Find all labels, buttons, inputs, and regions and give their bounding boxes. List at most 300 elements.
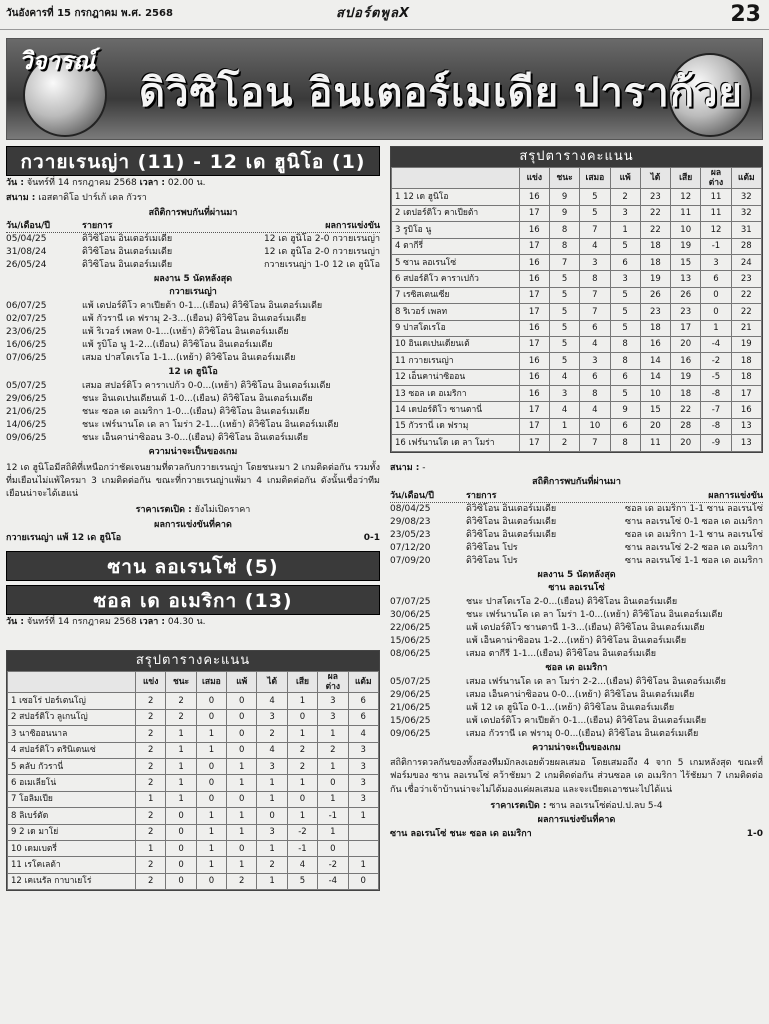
- stat-cell: -4: [318, 873, 348, 889]
- team-cell: 12 เคเนรัล กาบาเยโร่: [8, 873, 136, 889]
- team-cell: 11 เรโคเลต้า: [8, 857, 136, 873]
- stat-cell: 1: [136, 841, 166, 857]
- row-date: 29/08/23: [390, 517, 431, 528]
- stat-cell: 8: [610, 353, 640, 369]
- stat-cell: 6: [610, 254, 640, 270]
- row-date: 15/06/25: [390, 635, 431, 646]
- stat-cell: 4: [580, 402, 610, 418]
- team-cell: 2 เดปอร์ติโว คาเปียต้า: [392, 205, 520, 221]
- table-row: [392, 435, 762, 451]
- stat-cell: 5: [549, 304, 579, 320]
- table-row: [8, 791, 379, 807]
- table-row: [8, 808, 379, 824]
- headline-banner: [6, 38, 763, 140]
- stat-cell: 24: [731, 254, 761, 270]
- stat-cell: 17: [519, 238, 549, 254]
- row-result: 12 เด ฮูนิโอ 2-0 กวายเรนญ่า: [263, 234, 380, 245]
- h2h-row: [6, 259, 380, 272]
- row-text: ชนะ เอ็นคาน่าซิออน 3-0...(เยือน) ดิวิซิโอน อินเตอร์เมเดีย: [82, 432, 309, 443]
- h2h-row: [6, 233, 380, 246]
- stat-cell: 6: [580, 369, 610, 385]
- form-row: [6, 419, 380, 432]
- stat-cell: 17: [519, 304, 549, 320]
- team-cell: 7 เรซิสเตนเซีย: [392, 287, 520, 303]
- stat-cell: 23: [640, 304, 670, 320]
- h2h-list: [390, 503, 763, 568]
- stat-cell: 2: [136, 775, 166, 791]
- stat-cell: 3: [348, 759, 378, 775]
- stat-cell: 17: [519, 336, 549, 352]
- table-row: [392, 271, 762, 287]
- stat-cell: 7: [580, 435, 610, 451]
- match-datetime: วัน : จันทร์ที่ 14 กรกฎาคม 2568 เวลา : 04.30 น.: [6, 617, 206, 628]
- column-header: ผลต่าง: [318, 672, 348, 693]
- stat-cell: 3: [701, 254, 731, 270]
- stat-cell: 5: [549, 320, 579, 336]
- team-cell: 6 สปอร์ติโว คาราเปก้ว: [392, 271, 520, 287]
- table-row: [392, 418, 762, 434]
- stat-cell: 5: [549, 287, 579, 303]
- row-date: 21/06/25: [6, 406, 47, 417]
- stat-cell: 4: [287, 857, 317, 873]
- stat-cell: 0: [166, 824, 196, 840]
- table-row: [8, 775, 379, 791]
- page-header: [0, 0, 769, 30]
- row-text: เสมอ เฟร์นานโด เด ลา โมร่า 2-2...(เยือน) ดิวิซิโอน อินเตอร์เมเดีย: [466, 676, 726, 687]
- row-text: ชนะ เฟร์นานโด เด ลา โมร่า 2-1...(เหย้า) ดิวิซิโอน อินเตอร์เมเดีย: [82, 419, 339, 430]
- row-date: 02/07/25: [6, 313, 47, 324]
- stat-cell: 5: [610, 287, 640, 303]
- standings-table-1: [390, 146, 763, 453]
- column-header: แข่ง: [519, 168, 549, 189]
- row-text: แพ้ กัวรานี่ เด ฟรามุ 2-3...(เยือน) ดิวิซิโอน อินเตอร์เมเดีย: [82, 313, 307, 324]
- column-header: เสีย: [671, 168, 701, 189]
- stat-cell: 28: [671, 418, 701, 434]
- table-header-row: [8, 672, 379, 693]
- stat-cell: 1: [166, 775, 196, 791]
- stat-cell: 4: [549, 402, 579, 418]
- row-date: 23/05/23: [390, 530, 431, 541]
- stat-cell: 1: [227, 759, 257, 775]
- stat-cell: 1: [348, 808, 378, 824]
- standings-grid: [7, 671, 379, 890]
- stat-cell: 5: [580, 189, 610, 205]
- row-text: แพ้ เดปอร์ติโว ซานตานี่ 1-3...(เยือน) ดิวิซิโอน อินเตอร์เมเดีย: [466, 622, 705, 633]
- stat-cell: 3: [257, 824, 287, 840]
- row-text: เสมอ เอ็นคาน่าซิออน 0-0...(เหย้า) ดิวิซิโอน อินเตอร์เมเดีย: [466, 689, 695, 700]
- stat-cell: 16: [519, 271, 549, 287]
- stat-cell: 0: [166, 873, 196, 889]
- stat-cell: 1: [318, 824, 348, 840]
- stat-cell: 17: [519, 418, 549, 434]
- h2h-row: [390, 529, 763, 542]
- column-header: เสีย: [287, 672, 317, 693]
- stat-cell: 11: [640, 435, 670, 451]
- row-text: ชนะ อินเดเปนเดียนเต้ 1-0...(เยือน) ดิวิซิโอน อินเตอร์เมเดีย: [82, 393, 313, 404]
- stat-cell: 17: [671, 320, 701, 336]
- row-date: 07/06/25: [6, 352, 47, 363]
- stat-cell: 1: [318, 791, 348, 807]
- h2h-title: สถิติการพบกันที่ผ่านมา: [532, 477, 621, 488]
- stat-cell: 3: [318, 693, 348, 709]
- row-date: 15/06/25: [390, 715, 431, 726]
- match-datetime: วัน : จันทร์ที่ 14 กรกฎาคม 2568 เวลา : 02.00 น.: [6, 178, 206, 188]
- stat-cell: 3: [549, 386, 579, 402]
- stat-cell: 19: [671, 238, 701, 254]
- stat-cell: 1: [136, 791, 166, 807]
- stat-cell: 3: [348, 742, 378, 758]
- stat-cell: 3: [610, 205, 640, 221]
- form-row: [390, 702, 763, 715]
- column-header: เสมอ: [580, 168, 610, 189]
- stat-cell: 1: [196, 742, 226, 758]
- row-text: ชนะ เฟร์นานโด เด ลา โมร่า 1-0...(เหย้า) ดิวิซิโอน อินเตอร์เมเดีย: [466, 609, 723, 620]
- table-row: [392, 353, 762, 369]
- stat-cell: 0: [227, 841, 257, 857]
- stat-cell: 0: [287, 791, 317, 807]
- stat-cell: 22: [640, 205, 670, 221]
- form-list: [390, 596, 763, 661]
- stat-cell: 20: [640, 418, 670, 434]
- stat-cell: 4: [348, 726, 378, 742]
- column-header: [392, 168, 520, 189]
- team-cell: 1 12 เด ฮูนิโอ: [392, 189, 520, 205]
- chance-text: สถิติการดวลกันของทั้งสองทีมมักลงเอยด้วยผลเสมอ โดยเสมอถึง 4 จาก 5 เกมหลังสุด ขณะที่ฟอร์มของ ซาน ลอเรนโซ่ คว้าชัยมา 2 เกมติดต่อกัน ส่วนซอล เด อเมริกา ไร้ชัยมา 7 เกมติดต่อกัน เชื่อว่าเจ้าบ้านน่าจะไม่ได้มองแค่ผลเสมอ และจะเบียดเอาชนะไปได้แน่: [390, 758, 763, 795]
- row-event: ดิวิซิโอน อินเตอร์เมเดีย: [82, 260, 173, 271]
- row-date: 21/06/25: [390, 702, 431, 713]
- stat-cell: 2: [136, 742, 166, 758]
- stat-cell: 2: [136, 709, 166, 725]
- stat-cell: 10: [580, 418, 610, 434]
- row-event: ดิวิซิโอน อินเตอร์เมเดีย: [466, 517, 557, 528]
- form-row: [390, 635, 763, 648]
- stat-cell: 16: [519, 386, 549, 402]
- row-event: ดิวิซิโอน โปร: [466, 556, 518, 567]
- stat-cell: 2: [136, 759, 166, 775]
- stat-cell: -2: [701, 353, 731, 369]
- stat-cell: 2: [227, 873, 257, 889]
- stat-cell: 2: [257, 857, 287, 873]
- form-row: [6, 313, 380, 326]
- row-date: 08/04/25: [390, 504, 431, 515]
- row-date: 09/06/25: [6, 432, 47, 443]
- row-date: 07/09/20: [390, 556, 431, 567]
- form-row: [390, 689, 763, 702]
- odds-line: ราคาเรตเปิด : ยังไม่เปิดราคา: [135, 504, 251, 515]
- stat-cell: 16: [519, 369, 549, 385]
- stat-cell: 1: [257, 791, 287, 807]
- row-date: 16/06/25: [6, 339, 47, 350]
- row-date: 30/06/25: [390, 609, 431, 620]
- stat-cell: 2: [136, 857, 166, 873]
- stat-cell: 6: [348, 693, 378, 709]
- stat-cell: 7: [580, 222, 610, 238]
- table-row: [8, 857, 379, 873]
- left-column: [6, 146, 380, 891]
- row-result: ซาน ลอเรนโซ่ 2-2 ซอล เด อเมริกา: [625, 543, 763, 554]
- stat-cell: 0: [196, 873, 226, 889]
- stat-cell: 20: [671, 435, 701, 451]
- stat-cell: 0: [701, 304, 731, 320]
- row-text: ชนะ ปาสโตเรโอ 2-0...(เยือน) ดิวิซิโอน อินเตอร์เมเดีย: [466, 596, 678, 607]
- stat-cell: 1: [287, 693, 317, 709]
- odds-line: ราคาเรตเปิด : ซาน ลอเรนโซ่ต่อป.ป.ลบ 5-4: [490, 800, 663, 811]
- stat-cell: 1: [227, 824, 257, 840]
- stat-cell: 0: [196, 709, 226, 725]
- form-row: [6, 326, 380, 339]
- stat-cell: 31: [731, 222, 761, 238]
- column-header: ชนะ: [166, 672, 196, 693]
- chance-text: 12 เด ฮูนิโอมีสถิติที่เหนือกว่าชัดเจนยามที่ตวลกับกวายเรนญ่า โดยชนะมา 2 เกมติดต่อกัน รวมทั้งที่มเยือนไม่แพ้ใครมา 3 เกมติดต่อกัน ขณะที่กวายเรนญ่าแพ้มา 4 เกมติดต่อกัน ดังนั้นเชื่อว่าทีมเยือนน่าจะได้เฮแน่: [6, 462, 380, 499]
- stat-cell: -5: [701, 369, 731, 385]
- stat-cell: 0: [227, 709, 257, 725]
- stat-cell: 22: [671, 402, 701, 418]
- stat-cell: 5: [610, 304, 640, 320]
- stat-cell: 0: [318, 775, 348, 791]
- table-row: [8, 759, 379, 775]
- stat-cell: 18: [731, 353, 761, 369]
- stat-cell: 8: [549, 222, 579, 238]
- form-row: [390, 596, 763, 609]
- stat-cell: 1: [196, 857, 226, 873]
- stat-cell: 0: [227, 791, 257, 807]
- stat-cell: 0: [196, 791, 226, 807]
- row-event: ดิวิซิโอน โปร: [466, 543, 518, 554]
- column-header: ชนะ: [549, 168, 579, 189]
- team-name: 12 เด ฮูนิโอ: [168, 366, 218, 377]
- team-cell: 15 กัวรานี่ เด ฟรามุ: [392, 418, 520, 434]
- stat-cell: 26: [640, 287, 670, 303]
- team-cell: 10 เดมเบตรี่: [8, 841, 136, 857]
- stat-cell: 0: [166, 857, 196, 873]
- stat-cell: 8: [610, 435, 640, 451]
- form-title: ผลงาน 5 นัดหลังสุด: [153, 274, 233, 285]
- row-text: เสมอ ตากีรี่ 1-1...(เยือน) ดิวิซิโอน อินเตอร์เมเดีย: [466, 648, 657, 659]
- team-name: กวายเรนญ่า: [169, 287, 217, 298]
- stat-cell: 22: [731, 287, 761, 303]
- table-row: [8, 841, 379, 857]
- h2h-header: วัน/เดือน/ปี รายการ ผลการแข่งขัน: [390, 491, 763, 502]
- stat-cell: 2: [166, 709, 196, 725]
- prediction-line: กวายเรนญ่า แพ้ 12 เด ฮูนิโอ 0-1: [6, 533, 380, 544]
- h2h-list: [6, 233, 380, 272]
- row-text: ชนะ ซอล เด อเมริกา 1-0...(เยือน) ดิวิซิโอน อินเตอร์เมเดีย: [82, 406, 310, 417]
- stat-cell: 9: [610, 402, 640, 418]
- stat-cell: 2: [549, 435, 579, 451]
- stat-cell: 32: [731, 189, 761, 205]
- stat-cell: 5: [549, 271, 579, 287]
- team-cell: 2 สปอร์ติโว ลูเกนโญ่: [8, 709, 136, 725]
- table-row: [392, 189, 762, 205]
- stat-cell: 17: [519, 287, 549, 303]
- stat-cell: 2: [136, 693, 166, 709]
- stat-cell: 20: [671, 336, 701, 352]
- row-text: แพ้ เอ็นคาน่าซิออน 1-2...(เหย้า) ดิวิซิโอน อินเตอร์เมเดีย: [466, 635, 687, 646]
- stat-cell: 7: [580, 304, 610, 320]
- stat-cell: 32: [731, 205, 761, 221]
- team-cell: 9 2 เด มาโย่: [8, 824, 136, 840]
- form-row: [6, 406, 380, 419]
- table-row: [392, 304, 762, 320]
- stat-cell: 1: [701, 320, 731, 336]
- table-row: [8, 709, 379, 725]
- team-cell: 11 กวายเรนญ่า: [392, 353, 520, 369]
- stat-cell: 6: [348, 709, 378, 725]
- column-header: แต้ม: [348, 672, 378, 693]
- table-row: [392, 402, 762, 418]
- stat-cell: -1: [701, 238, 731, 254]
- team-cell: 3 รูบิโอ นู: [392, 222, 520, 238]
- stat-cell: 1: [318, 759, 348, 775]
- chance-title: ความน่าจะเป็นของเกม: [532, 742, 621, 753]
- team-cell: 4 ตากีรี่: [392, 238, 520, 254]
- prediction-line: ซาน ลอเรนโซ่ ชนะ ซอล เด อเมริกา 1-0: [390, 829, 763, 840]
- row-date: 06/07/25: [6, 300, 47, 311]
- stat-cell: 3: [610, 271, 640, 287]
- stat-cell: 13: [731, 418, 761, 434]
- table-row: [8, 693, 379, 709]
- form-row: [390, 728, 763, 741]
- team-cell: 10 อินเดเปนเดียนเต้: [392, 336, 520, 352]
- team-cell: 7 โอลิมเปีย: [8, 791, 136, 807]
- table-row: [8, 873, 379, 889]
- standings-grid: [391, 167, 762, 452]
- form-row: [390, 609, 763, 622]
- match-venue: สนาม : เอสตาดิโอ ปาร์เก้ เดล กัวรา: [6, 192, 147, 203]
- team-cell: 8 ริเวอร์ เพลท: [392, 304, 520, 320]
- column-header: ได้: [257, 672, 287, 693]
- stat-cell: 2: [257, 726, 287, 742]
- stat-cell: 0: [227, 726, 257, 742]
- row-result: ซาน ลอเรนโซ่ 0-1 ซอล เด อเมริกา: [625, 517, 763, 528]
- stat-cell: 8: [610, 336, 640, 352]
- stat-cell: 4: [580, 238, 610, 254]
- team-cell: 3 นาซิออนนาล: [8, 726, 136, 742]
- form-row: [390, 648, 763, 661]
- stat-cell: 16: [519, 320, 549, 336]
- stat-cell: [348, 841, 378, 857]
- stat-cell: 19: [671, 369, 701, 385]
- team-cell: 16 เฟร์นานโด เด ลา โมร่า: [392, 435, 520, 451]
- stat-cell: 5: [549, 353, 579, 369]
- row-date: 07/12/20: [390, 543, 431, 554]
- row-date: 31/08/24: [6, 247, 47, 258]
- stat-cell: -2: [287, 824, 317, 840]
- stat-cell: 4: [580, 336, 610, 352]
- row-event: ดิวิซิโอน อินเตอร์เมเดีย: [82, 247, 173, 258]
- page-headline: ดิวิซิโอน อินเตอร์เมเดีย ปาราก้วย: [139, 70, 743, 116]
- stat-cell: 22: [640, 222, 670, 238]
- stat-cell: 2: [136, 726, 166, 742]
- stat-cell: 1: [227, 857, 257, 873]
- table-row: [8, 726, 379, 742]
- stat-cell: 23: [640, 189, 670, 205]
- row-text: แพ้ เดปอร์ติโว คาเปียต้า 0-1...(เยือน) ดิวิซิโอน อินเตอร์เมเดีย: [466, 715, 707, 726]
- stat-cell: 11: [671, 205, 701, 221]
- stat-cell: 1: [348, 857, 378, 873]
- column-header: แต้ม: [731, 168, 761, 189]
- table-row: [8, 742, 379, 758]
- stat-cell: 26: [671, 287, 701, 303]
- stat-cell: 1: [166, 791, 196, 807]
- stat-cell: 0: [701, 287, 731, 303]
- column-header: ผลต่าง: [701, 168, 731, 189]
- stat-cell: 0: [196, 759, 226, 775]
- stat-cell: 1: [257, 841, 287, 857]
- stat-cell: 16: [519, 189, 549, 205]
- column-header: ได้: [640, 168, 670, 189]
- stat-cell: 11: [701, 205, 731, 221]
- stat-cell: 3: [580, 353, 610, 369]
- row-result: กวายเรนญ่า 1-0 12 เด ฮูนิโอ: [263, 260, 380, 271]
- stat-cell: 1: [257, 873, 287, 889]
- section-kicker: วิจารณ์: [19, 47, 96, 75]
- standings-title: สรุปตารางคะแนน: [391, 147, 762, 167]
- column-header: แพ้: [227, 672, 257, 693]
- table-row: [392, 369, 762, 385]
- row-date: 14/06/25: [6, 419, 47, 430]
- stat-cell: 7: [549, 254, 579, 270]
- stat-cell: 1: [287, 808, 317, 824]
- stat-cell: 8: [580, 386, 610, 402]
- stat-cell: 15: [671, 254, 701, 270]
- stat-cell: 11: [701, 189, 731, 205]
- table-header-row: [392, 168, 762, 189]
- team-name: ซาน ลอเรนโซ่: [548, 583, 605, 594]
- row-date: 29/06/25: [390, 689, 431, 700]
- stat-cell: 23: [731, 271, 761, 287]
- stat-cell: 6: [701, 271, 731, 287]
- stat-cell: 17: [519, 402, 549, 418]
- column-header: เสมอ: [196, 672, 226, 693]
- stat-cell: -4: [701, 336, 731, 352]
- stat-cell: 23: [671, 304, 701, 320]
- stat-cell: 17: [519, 205, 549, 221]
- stat-cell: 2: [136, 808, 166, 824]
- stat-cell: 2: [136, 824, 166, 840]
- table-row: [392, 320, 762, 336]
- stat-cell: 16: [519, 353, 549, 369]
- stat-cell: -2: [318, 857, 348, 873]
- chance-title: ความน่าจะเป็นของเกม: [148, 446, 238, 457]
- stat-cell: 1: [610, 222, 640, 238]
- stat-cell: 3: [257, 709, 287, 725]
- stat-cell: 3: [257, 759, 287, 775]
- row-date: 05/07/25: [390, 676, 431, 687]
- stat-cell: [348, 824, 378, 840]
- stat-cell: 1: [227, 808, 257, 824]
- stat-cell: 3: [580, 254, 610, 270]
- team-cell: 14 เดปอร์ติโว ซานตานี่: [392, 402, 520, 418]
- stat-cell: 16: [519, 222, 549, 238]
- match-title: กวายเรนญ่า (11) - 12 เด ฮูนิโอ (1): [6, 146, 380, 176]
- stat-cell: 1: [257, 775, 287, 791]
- row-text: แพ้ เดปอร์ติโว คาเปียต้า 0-1...(เยือน) ดิวิซิโอน อินเตอร์เมเดีย: [82, 300, 323, 311]
- row-date: 26/05/24: [6, 260, 47, 271]
- team-cell: 9 ปาสโตเรโอ: [392, 320, 520, 336]
- stat-cell: 3: [348, 775, 378, 791]
- prediction-title: ผลการแข่งขันที่คาด: [154, 519, 232, 530]
- match-venue: สนาม : -: [390, 462, 426, 473]
- stat-cell: 7: [580, 287, 610, 303]
- row-date: 22/06/25: [390, 622, 431, 633]
- stat-cell: 1: [196, 726, 226, 742]
- form-row: [390, 715, 763, 728]
- page-number: 23: [730, 2, 761, 27]
- form-row: [6, 339, 380, 352]
- publication-logo: สปอร์ตพูลX: [336, 6, 410, 21]
- stat-cell: 6: [610, 369, 640, 385]
